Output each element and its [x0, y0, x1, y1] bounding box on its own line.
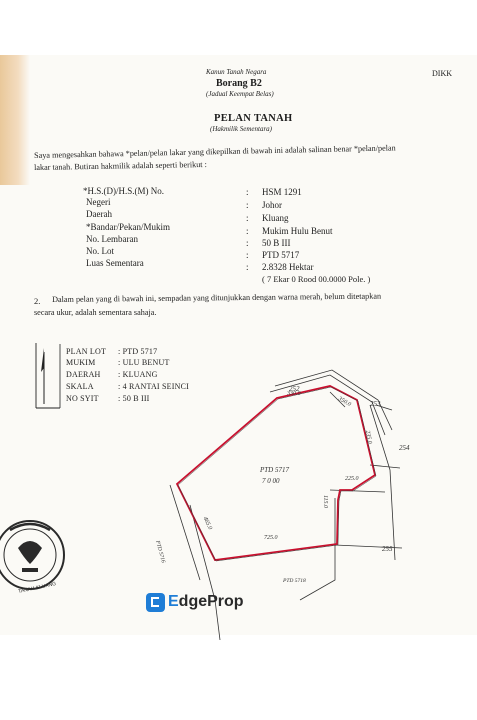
- boundary-dimension: 465.0: [201, 516, 213, 531]
- boundary-dimension: 350.0: [337, 396, 352, 408]
- plan-info-label: NO SYIT: [66, 394, 99, 403]
- boundary-dimension: 235.0: [364, 430, 373, 445]
- detail-value-title-no: HSM 1291: [262, 187, 302, 197]
- neighbor-lot-label: PTD 5718: [283, 578, 306, 584]
- detail-colon: :: [246, 250, 249, 260]
- form-schedule: (Jadual Keempat Belas): [206, 90, 274, 98]
- page-subtitle: (Hakmilik Sementara): [210, 125, 273, 133]
- detail-label-area: Luas Sementara: [86, 258, 144, 268]
- detail-value-sheet: 50 B III: [262, 238, 291, 248]
- declaration-line-1: Saya mengesahkan bahawa *pelan/pelan lakar yang dikepilkan di bawah ini adalah salinan benar *pelan/pelan: [34, 143, 396, 160]
- neighbor-lot-label: 255: [382, 545, 393, 553]
- detail-colon: :: [246, 226, 249, 236]
- detail-colon: :: [246, 200, 249, 210]
- plan-info-label: SKALA: [66, 382, 94, 391]
- form-code: DIKK: [432, 69, 452, 78]
- plan-info-label: MUKIM: [66, 358, 96, 367]
- detail-label-sheet: No. Lembaran: [86, 234, 138, 244]
- detail-area-imperial: ( 7 Ekar 0 Rood 00.0000 Pole. ): [262, 274, 371, 284]
- edgeprop-logo-icon: [146, 593, 165, 612]
- boundary-dimension: 225.0: [345, 476, 359, 482]
- detail-label-state: Negeri: [86, 197, 111, 207]
- detail-colon: :: [246, 262, 249, 272]
- boundary-dimension: 330.0: [287, 391, 301, 397]
- neighbor-lot-label: 253: [370, 400, 381, 408]
- lot-label: PTD 5717: [260, 466, 289, 474]
- detail-value-mukim: Mukim Hulu Benut: [262, 226, 333, 236]
- brand-name: dgeProp: [178, 593, 244, 610]
- form-name: Borang B2: [216, 78, 262, 89]
- plan-info-value: : KLUANG: [118, 370, 158, 379]
- declaration-line-2: lakar tanah. Butiran hakmilik adalah seperti berikut :: [34, 159, 207, 172]
- brand-accent: E: [168, 593, 179, 610]
- law-title: Kanun Tanah Negara: [206, 68, 267, 76]
- neighbor-lot-label: 252: [289, 385, 300, 393]
- edgeprop-logo: [146, 589, 244, 615]
- detail-colon: :: [246, 238, 249, 248]
- detail-label-mukim: *Bandar/Pekan/Mukim: [86, 222, 170, 232]
- detail-colon: :: [246, 213, 249, 223]
- detail-colon: :: [246, 187, 249, 197]
- detail-value-district: Kluang: [262, 213, 289, 223]
- note-number: 2.: [34, 296, 41, 306]
- boundary-dimension: 115.0: [322, 495, 328, 509]
- plan-info-label: PLAN LOT: [66, 347, 107, 356]
- detail-label-lot: No. Lot: [86, 246, 114, 256]
- boundary-dimension: 725.0: [264, 535, 278, 541]
- detail-label-title-no: *H.S.(D)/H.S.(M) No.: [83, 186, 164, 196]
- stamp-text: TANAH KLUANG: [17, 581, 57, 595]
- detail-value-state: Johor: [262, 200, 282, 210]
- note-line-1: Dalam pelan yang di bawah ini, sempadan yang ditunjukkan dengan warna merah, belum ditetapkan: [52, 291, 382, 304]
- detail-label-district: Daerah: [86, 209, 112, 219]
- plan-info-value: : PTD 5717: [118, 347, 158, 356]
- neighbor-lot-label: 254: [399, 444, 410, 452]
- plan-info-label: DAERAH: [66, 370, 101, 379]
- plan-info-value: : ULU BENUT: [118, 358, 170, 367]
- plan-info-value: : 50 B III: [118, 394, 150, 403]
- detail-value-area: 2.8328 Hektar: [262, 262, 314, 272]
- note-line-2: secara ukur, adalah sementara sahaja.: [34, 308, 157, 317]
- lot-area: 7 0 00: [262, 477, 280, 485]
- page-title: PELAN TANAH: [214, 113, 293, 124]
- detail-value-lot: PTD 5717: [262, 250, 300, 260]
- neighbor-lot-label: PTD 5716: [154, 540, 166, 564]
- plan-info-value: : 4 RANTAI SEINCI: [118, 382, 189, 391]
